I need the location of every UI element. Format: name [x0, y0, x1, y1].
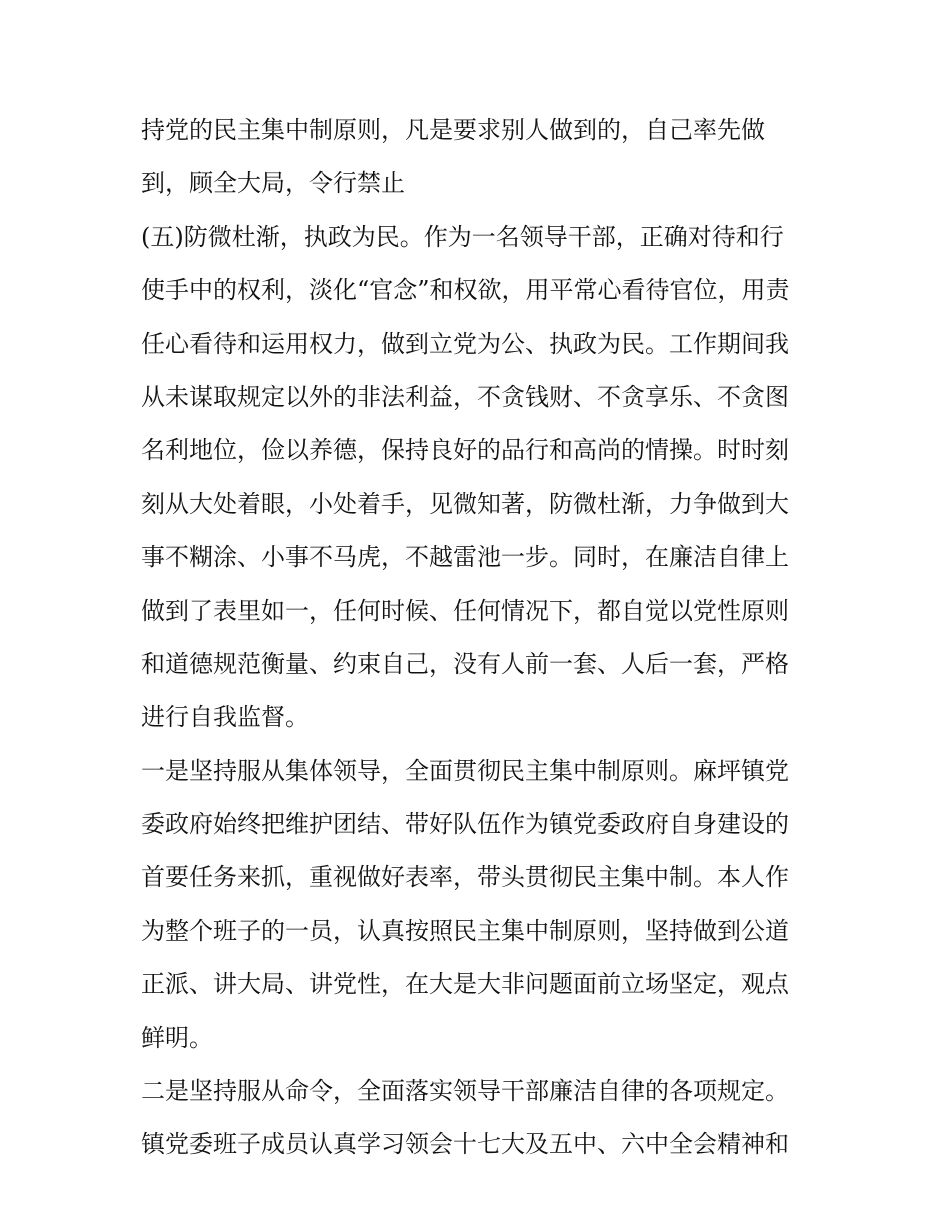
text-line: 到，顾全大局，令行禁止: [141, 169, 405, 198]
text-line: 鲜明。: [141, 1023, 213, 1052]
text-line: 任心看待和运用权力，做到立党为公、执政为民。工作期间我: [141, 329, 789, 358]
text-line: 从未谋取规定以外的非法利益，不贪钱财、不贪享乐、不贪图: [141, 382, 789, 411]
text-line: 名利地位，俭以养德，保持良好的品行和高尚的情操。时时刻: [141, 436, 789, 465]
text-line: 做到了表里如一，任何时候、任何情况下，都自觉以党性原则: [141, 596, 789, 625]
text-line: 进行自我监督。: [141, 703, 309, 732]
document-body: [141, 104, 816, 1172]
text-line: 使手中的权利，淡化“官念”和权欲，用平常心看待官位，用责: [141, 276, 790, 305]
text-line: (五)防微杜渐，执政为民。作为一名领导干部，正确对待和行: [141, 222, 784, 251]
text-line: 和道德规范衡量、约束自己，没有人前一套、人后一套，严格: [141, 649, 789, 678]
text-line: 镇党委班子成员认真学习领会十七大及五中、六中全会精神和: [141, 1130, 789, 1159]
text-line: 持党的民主集中制原则，凡是要求别人做到的，自己率先做: [141, 116, 765, 144]
text-line: 一是坚持服从集体领导，全面贯彻民主集中制原则。麻坪镇党: [141, 756, 789, 785]
text-line: 事不糊涂、小事不马虎，不越雷池一步。同时，在廉洁自律上: [141, 543, 789, 572]
text-line: 正派、讲大局、讲党性，在大是大非问题面前立场坚定，观点: [141, 970, 789, 999]
text-line: 首要任务来抓，重视做好表率，带头贯彻民主集中制。本人作: [141, 863, 789, 892]
text-line: 二是坚持服从命令，全面落实领导干部廉洁自律的各项规定。: [141, 1077, 789, 1106]
text-line: 委政府始终把维护团结、带好队伍作为镇党委政府自身建设的: [141, 810, 789, 839]
text-line: 刻从大处着眼，小处着手，见微知著，防微杜渐，力争做到大: [141, 489, 789, 518]
text-line: 为整个班子的一员，认真按照民主集中制原则，坚持做到公道: [141, 916, 789, 945]
